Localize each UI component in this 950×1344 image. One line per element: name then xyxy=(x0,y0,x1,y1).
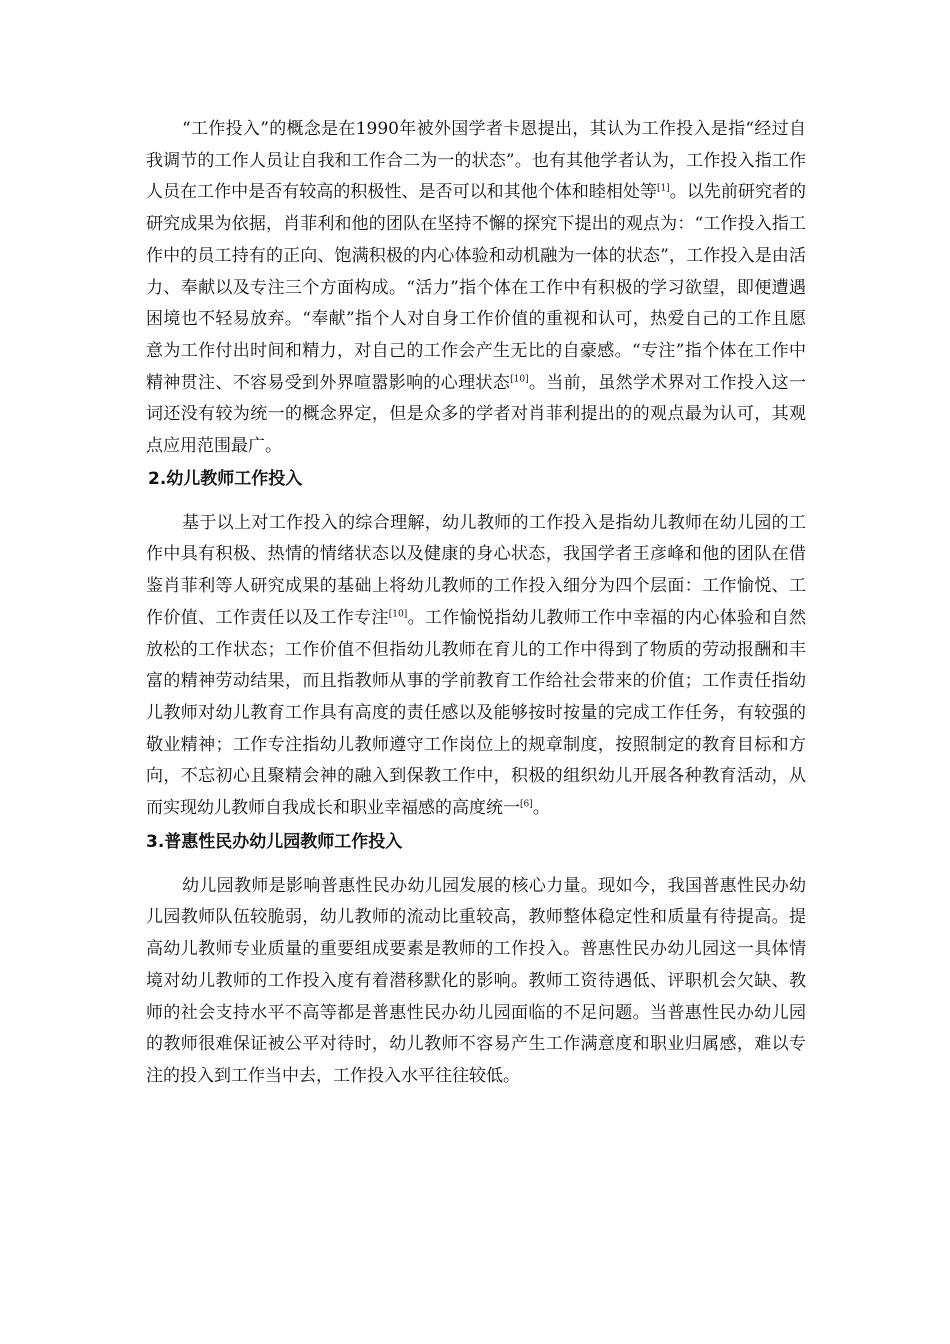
citation-ref: [10] xyxy=(388,609,408,620)
document-body xyxy=(146,114,806,1093)
paragraph-text: 幼儿园教师是影响普惠性民办幼儿园发展的核心力量。现如今，我国普惠性民办幼儿园教师队伍较脆弱，幼儿教师的流动比重较高，教师整体稳定性和质量有待提高。提高幼儿教师专业质量的重要组成要素是教师的工作投入。普惠性民办幼儿园这一具体情境对幼儿教师的工作投入度有着潜移默化的影响。教师工资待遇低、评职机会欠缺、教师的社会支持水平不高等都是普惠性民办幼儿园面临的不足问题。当普惠性民办幼儿园的教师很难保证被公平对待时，幼儿教师不容易产生工作满意度和职业归属感，难以专注的投入到工作当中去，工作投入水平往往较低。 xyxy=(146,875,806,1086)
section-heading-2: 2.幼儿教师工作投入 xyxy=(148,468,303,489)
citation-ref: [6] xyxy=(520,799,533,810)
paragraph-text: 。以先前研究者的研究成果为依据，肖菲利和他的团队在坚持不懈的探究下提出的观点为：“工作投入指工作中的员工持有的正向、饱满积极的内心体验和动机融为一体的状态”，工作投入是由活力、奉献以及专注三个方面构成。“活力”指个体在工作中有积极的学习欲望，即便遭遇困境也不轻易放弃。“奉献”指个人对自身工作价值的重视和认可，热爱自己的工作且愿意为工作付出时间和精力，对自己的工作会产生无比的自豪感。“专注”指个体在工作中精神贯注、不容易受到外界喧嚣影响的心理状态 xyxy=(146,182,807,393)
citation-ref: [1] xyxy=(657,183,670,194)
paragraph-text: 。当前，虽然学术界对工作投入这一词还没有较为统一的概念界定，但是众多的学者对肖菲利提出的的观点最为认可，其观点应用范围最广。 xyxy=(146,372,807,457)
paragraph-text: 。工作愉悦指幼儿教师工作中幸福的内心体验和自然放松的工作状态；工作价值不但指幼儿教师在育儿的工作中得到了物质的劳动报酬和丰富的精神劳动结果，而且指教师从事的学前教育工作给社会带来的价值；工作责任指幼儿教师对幼儿教育工作具有高度的责任感以及能够按时按量的完成工作任务，有较强的敬业精神；工作专注指幼儿教师遵守工作岗位上的规章制度，按照制定的教育目标和方向，不忘初心且聚精会神的融入到保教工作中，积极的组织幼儿开展各种教育活动，从而实现幼儿教师自我成长和职业幸福感的高度统一 xyxy=(146,607,807,819)
section-heading-3: 3.普惠性民办幼儿园教师工作投入 xyxy=(146,831,403,852)
paragraph-work-engagement-concept xyxy=(146,114,806,463)
paragraph-text: 。 xyxy=(532,798,550,819)
citation-ref: [10] xyxy=(510,373,529,384)
paragraph-text: “工作投入”的概念是在1990年被外国学者卡恩提出，其认为工作投入是指“经过自我调节的工作人员让自我和工作合二为一的状态”。也有其他学者认为，工作投入指工作人员在工作中是否有较高的积极性、是否可以和其他个体和睦相处等 xyxy=(146,119,806,203)
paragraph-teacher-engagement xyxy=(146,508,806,825)
paragraph-private-kindergarten xyxy=(146,871,806,1093)
paragraph-text: 基于以上对工作投入的综合理解，幼儿教师的工作投入是指幼儿教师在幼儿园的工作中具有积极、热情的情绪状态以及健康的身心状态，我国学者王彦峰和他的团队在借鉴肖菲利等人研究成果的基础上将幼儿教师的工作投入细分为四个层面：工作愉悦、工作价值、工作责任以及工作专注 xyxy=(146,512,806,628)
